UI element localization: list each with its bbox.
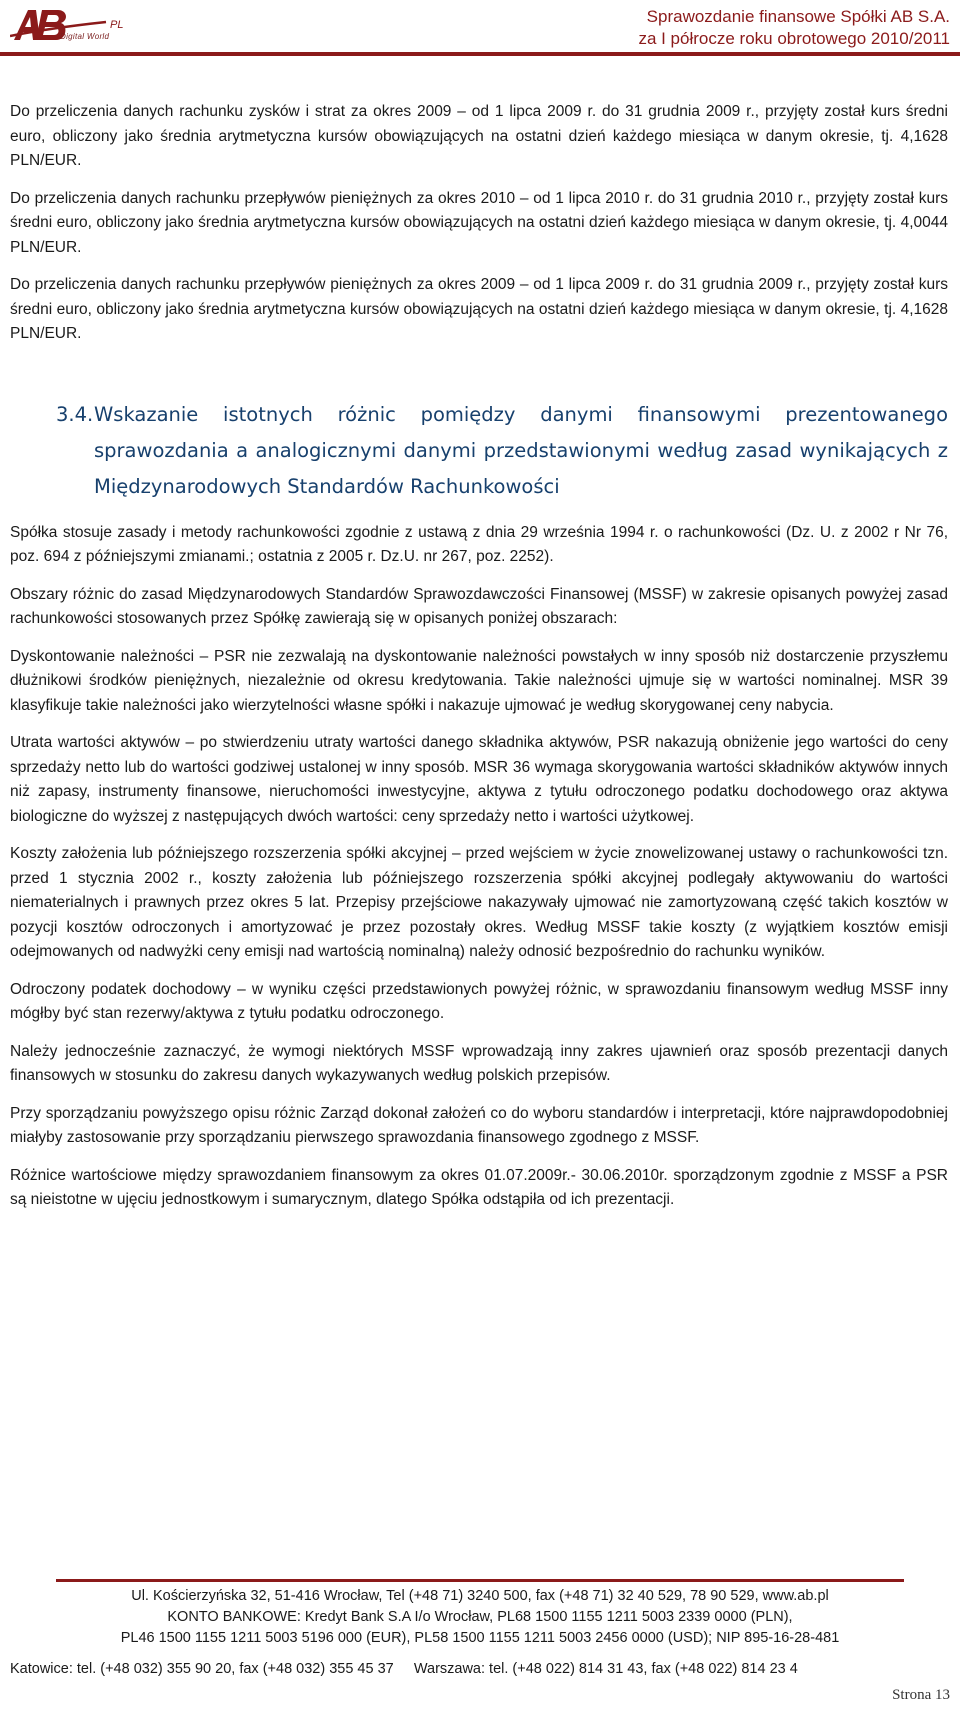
- footer-branches: Katowice: tel. (+48 032) 355 90 20, fax (+48 032) 355 45 37 Warszawa: tel. (+48 022) 814 31 43, fax (+48 022) 814 23 4: [10, 1661, 798, 1677]
- svg-text:PL: PL: [110, 19, 124, 31]
- section-title: Wskazanie istotnych różnic pomiędzy danymi finansowymi prezentowanego sprawozdania a analogicznymi danymi przedstawionymi według zasad wynikających z Międzynarodowych Standardów Rachunkowości: [94, 402, 948, 498]
- paragraph: Utrata wartości aktywów – po stwierdzeniu utraty wartości danego składnika aktywów, PSR nakazują obniżenie jego wartości do ceny sprzedaży netto lub do wartości godziwej ustalonej w inny sposób. MSR 36 wymaga skorygowania wartości składników aktywów innych niż zapasy, instrumenty finansowe, nieruchomości inwestycyjne, aktywa z tytułu odroczonego podatku dochodowego oraz aktywa biologiczne do wyższej z następujących dwóch wartości: ceny sprzedaży netto i wartości użytkowej.: [10, 734, 948, 825]
- page-header: [0, 0, 960, 56]
- report-title-line1: Sprawozdanie finansowe Spółki AB S.A.: [646, 7, 950, 26]
- paragraph: Do przeliczenia danych rachunku przepływów pieniężnych za okres 2010 – od 1 lipca 2010 r. do 31 grudnia 2010 r., przyjęty został kurs średni euro, obliczony jako średnia arytmetyczna kursów obowiązujących na ostatni dzień każdego miesiąca w danym okresie, tj. 4,0044 PLN/EUR.: [10, 189, 948, 256]
- page-footer: [0, 1586, 960, 1649]
- paragraph: Odroczony podatek dochodowy – w wyniku części przedstawionych powyżej różnic, w sprawozdaniu finansowym według MSSF inny mógłby być stan rezerwy/aktywa z tytułu podatku odroczonego.: [10, 980, 948, 1022]
- page-content: [10, 100, 948, 1226]
- report-title-line2: za I półrocze roku obrotowego 2010/2011: [638, 29, 950, 48]
- paragraph: Przy sporządzaniu powyższego opisu różnic Zarząd dokonał założeń co do wyboru standardów i interpretacji, które najprawdopodobniej miałyby zastosowanie przy sporządzaniu pierwszego sprawozdania finansowego zgodnego z MSSF.: [10, 1104, 948, 1146]
- logo-subtitle: Digital World: [60, 32, 110, 41]
- paragraph: Spółka stosuje zasady i metody rachunkowości zgodnie z ustawą z dnia 29 września 1994 r. o rachunkowości (Dz. U. z 2002 r Nr 76, poz. 694 z późniejszymi zmianami.; ostatnia z 2005 r. Dz.U. nr 267, poz. 2252).: [10, 523, 948, 565]
- paragraph: Do przeliczenia danych rachunku zysków i strat za okres 2009 – od 1 lipca 2009 r. do 31 grudnia 2009 r., przyjęty został kurs średni euro, obliczony jako średnia arytmetyczna kursów obowiązujących na ostatni dzień każdego miesiąca w danym okresie, tj. 4,1628 PLN/EUR.: [10, 103, 948, 169]
- paragraph: Koszty założenia lub późniejszego rozszerzenia spółki akcyjnej – przed wejściem w życie znowelizowanej ustawy o rachunkowości tzn. przed 1 stycznia 2002 r., koszty założenia lub późniejszego rozszerzenia spółki akcyjnej podlegały aktywowaniu do wartości niematerialnych i prawnych przez okres 5 lat. Przepisy przejściowe nakazywały ujmować nie zamortyzowaną część takich kosztów w pozycji kosztów odroczonych i amortyzować je przez pozostały okres. Według MSSF takie koszty (z wyjątkiem kosztów emisji odejmowanych od nadwyżki ceny emisji nad wartością nominalną) należy odnosić bezpośrednio do rachunku wyników.: [10, 845, 948, 960]
- header-divider: [0, 52, 960, 56]
- footer-address: Ul. Kościerzyńska 32, 51-416 Wrocław, Tel (+48 71) 3240 500, fax (+48 71) 32 40 529, 78 90 529, www.ab.pl: [131, 1588, 829, 1604]
- paragraph: Dyskontowanie należności – PSR nie zezwalają na dyskontowanie należności powstałych w inny sposób niż dostarczenie przyszłemu dłużnikowi środków pieniężnych, niezależnie od okresu kredytowania. Takie należności ujmuje się w wartości nominalnej. MSR 39 klasyfikuje takie należności jako wierzytelności własne spółki i nakazuje ujmować je według skorygowanej ceny nabycia.: [10, 647, 948, 714]
- section-heading: [10, 397, 948, 505]
- footer-bank-accounts-2: PL46 1500 1155 1211 5003 5196 000 (EUR), PL58 1500 1155 1211 5003 2456 0000 (USD); NIP 895-16-28-481: [120, 1630, 840, 1646]
- report-title: [638, 6, 950, 50]
- footer-divider: [56, 1579, 904, 1582]
- footer-bank-account: KONTO BANKOWE: Kredyt Bank S.A I/o Wrocław, PL68 1500 1155 1211 5003 2339 0000 (PLN),: [167, 1609, 793, 1625]
- paragraph: Obszary różnic do zasad Międzynarodowych Standardów Sprawozdawczości Finansowej (MSSF) w zakresie opisanych powyżej zasad rachunkowości stosowanych przez Spółkę zawierają się w opisanych poniżej obszarach:: [10, 585, 948, 627]
- page-number: Strona 13: [892, 1687, 950, 1703]
- paragraph: Różnice wartościowe między sprawozdaniem finansowym za okres 01.07.2009r.- 30.06.2010r. sporządzonym zgodnie z MSSF a PSR są nieistotne w ujęciu jednostkowym i sumarycznym, dlatego Spółka odstąpiła od ich prezentacji.: [10, 1166, 948, 1208]
- paragraph: Do przeliczenia danych rachunku przepływów pieniężnych za okres 2009 – od 1 lipca 2009 r. do 31 grudnia 2009 r., przyjęty został kurs średni euro, obliczony jako średnia arytmetyczna kursów obowiązujących na ostatni dzień każdego miesiąca w danym okresie, tj. 4,1628 PLN/EUR.: [10, 276, 948, 342]
- paragraph: Należy jednocześnie zaznaczyć, że wymogi niektórych MSSF wprowadzają inny zakres ujawnień oraz sposób prezentacji danych finansowych w stosunku do zakresu danych wykazywanych według polskich przepisów.: [10, 1042, 948, 1084]
- section-number: 3.4.: [56, 402, 94, 426]
